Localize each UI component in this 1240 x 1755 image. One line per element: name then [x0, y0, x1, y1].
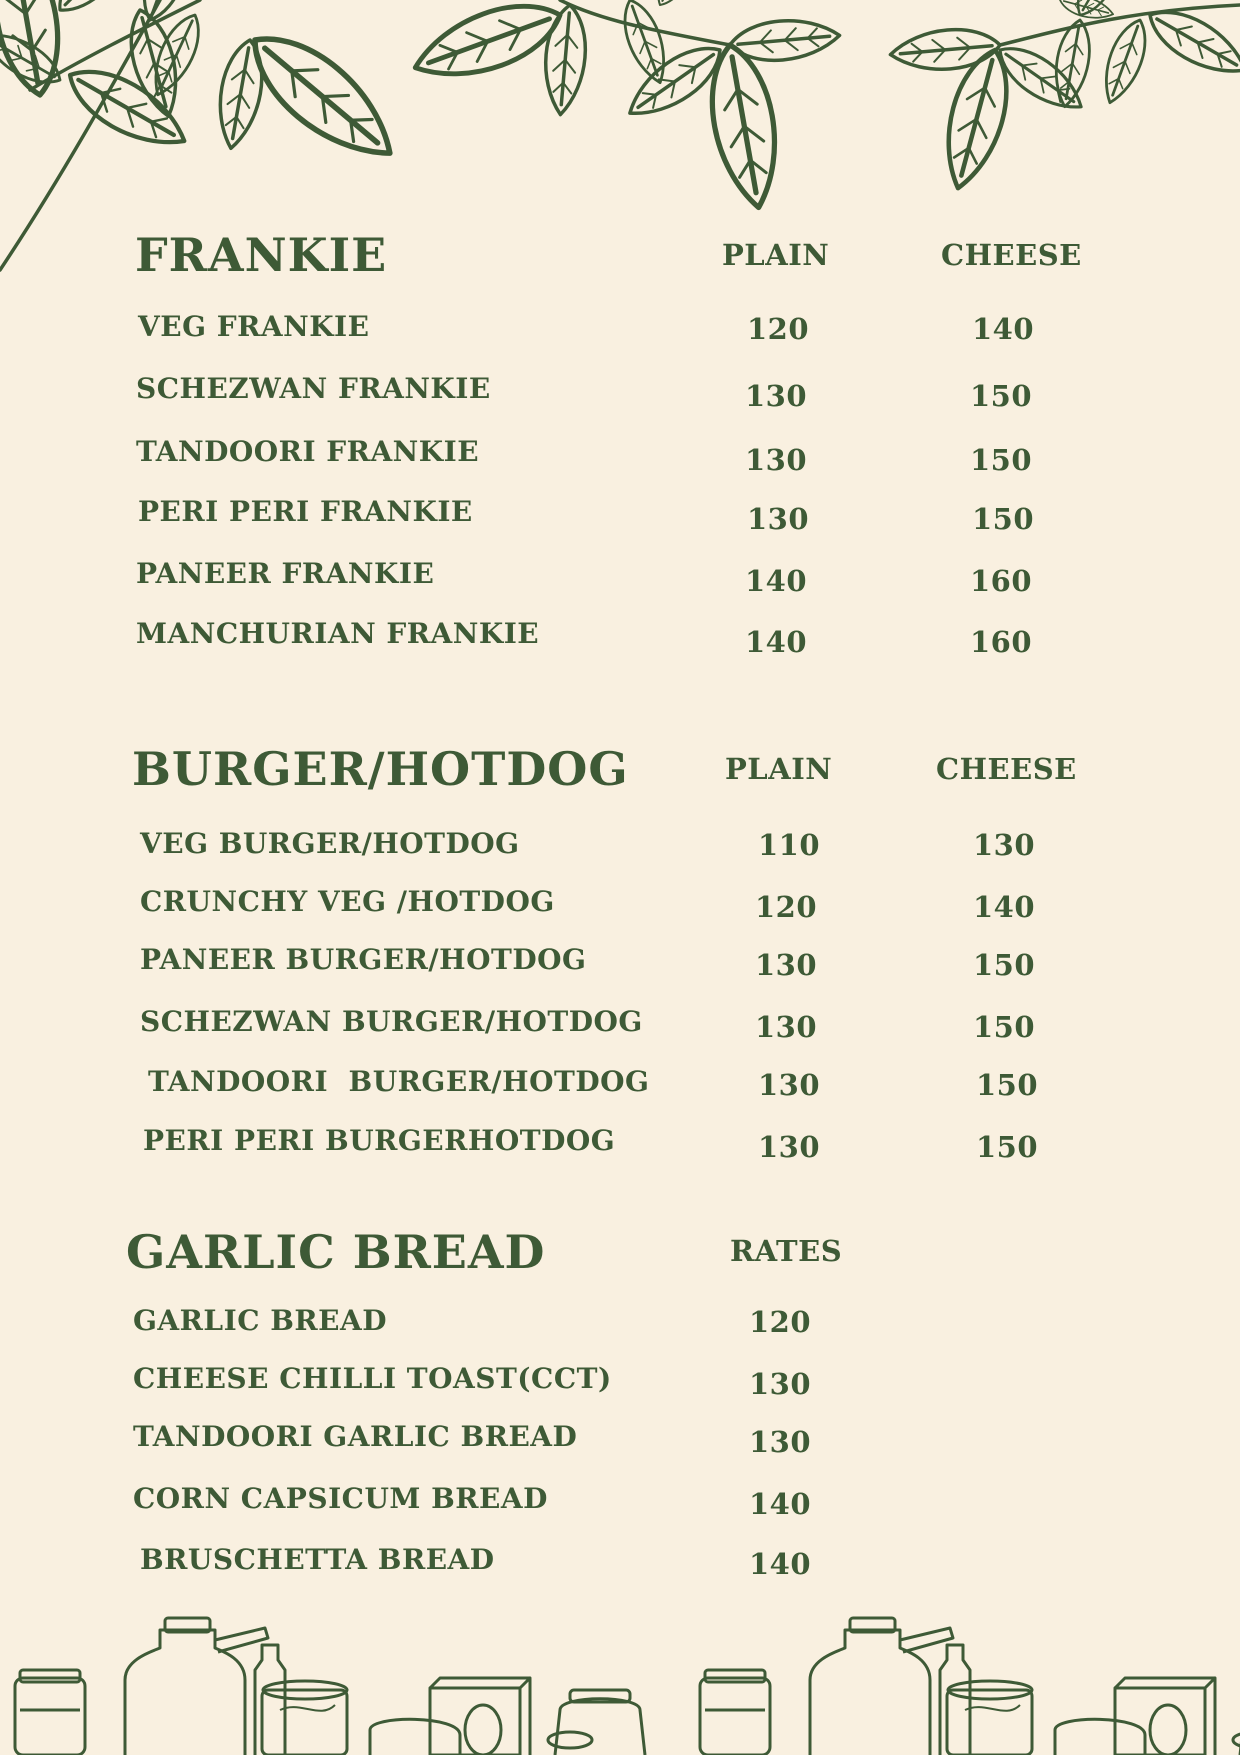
menu-item-name: TANDOORI GARLIC BREAD	[133, 1420, 578, 1453]
frankie-plain-header: PLAIN	[722, 238, 830, 272]
garlic-section-title: GARLIC BREAD	[126, 1225, 546, 1279]
cheese-price: 160	[970, 564, 1033, 598]
cheese-price: 160	[970, 625, 1033, 659]
menu-item-name: BRUSCHETTA BREAD	[140, 1543, 495, 1576]
rate-price: 130	[749, 1425, 812, 1459]
menu-item-name: PERI PERI BURGERHOTDOG	[143, 1124, 616, 1157]
menu-item-name: TANDOORI FRANKIE	[136, 435, 480, 468]
plain-price: 140	[745, 564, 808, 598]
menu-item-name: GARLIC BREAD	[133, 1304, 388, 1337]
plain-price: 130	[745, 379, 808, 413]
cheese-price: 150	[973, 1010, 1036, 1044]
plain-price: 130	[755, 948, 818, 982]
plain-price: 130	[745, 443, 808, 477]
frankie-cheese-header: CHEESE	[941, 238, 1082, 272]
menu-item-name: SCHEZWAN FRANKIE	[136, 372, 491, 405]
burger-cheese-header: CHEESE	[936, 752, 1077, 786]
menu-item-name: MANCHURIAN FRANKIE	[136, 617, 540, 650]
jars-and-bread-illustration	[0, 1600, 1240, 1755]
rate-price: 120	[749, 1305, 812, 1339]
rate-price: 140	[749, 1487, 812, 1521]
cheese-price: 130	[973, 828, 1036, 862]
plain-price: 130	[755, 1010, 818, 1044]
rate-price: 140	[749, 1547, 812, 1581]
plain-price: 140	[745, 625, 808, 659]
plain-price: 130	[758, 1068, 821, 1102]
menu-item-name: VEG BURGER/HOTDOG	[140, 827, 520, 860]
plain-price: 120	[747, 312, 810, 346]
cheese-price: 150	[976, 1130, 1039, 1164]
burger-plain-header: PLAIN	[725, 752, 833, 786]
cheese-price: 150	[970, 443, 1033, 477]
plain-price: 130	[758, 1130, 821, 1164]
cheese-price: 150	[970, 379, 1033, 413]
plain-price: 110	[758, 828, 821, 862]
rate-price: 130	[749, 1367, 812, 1401]
plain-price: 120	[755, 890, 818, 924]
plain-price: 130	[747, 502, 810, 536]
menu-item-name: TANDOORI BURGER/HOTDOG	[148, 1065, 650, 1098]
garlic-rates-header: RATES	[730, 1234, 843, 1268]
burger-section-title: BURGER/HOTDOG	[132, 742, 629, 796]
menu-item-name: SCHEZWAN BURGER/HOTDOG	[140, 1005, 643, 1038]
cheese-price: 140	[973, 890, 1036, 924]
menu-item-name: CRUNCHY VEG /HOTDOG	[140, 885, 555, 918]
menu-item-name: PANEER FRANKIE	[136, 557, 435, 590]
menu-item-name: PERI PERI FRANKIE	[138, 495, 473, 528]
cheese-price: 140	[972, 312, 1035, 346]
menu-item-name: CORN CAPSICUM BREAD	[133, 1482, 548, 1515]
cheese-price: 150	[976, 1068, 1039, 1102]
menu-item-name: VEG FRANKIE	[138, 310, 370, 343]
frankie-section-title: FRANKIE	[135, 228, 388, 282]
cheese-price: 150	[972, 502, 1035, 536]
menu-item-name: PANEER BURGER/HOTDOG	[140, 943, 587, 976]
menu-item-name: CHEESE CHILLI TOAST(CCT)	[133, 1362, 612, 1395]
cheese-price: 150	[973, 948, 1036, 982]
